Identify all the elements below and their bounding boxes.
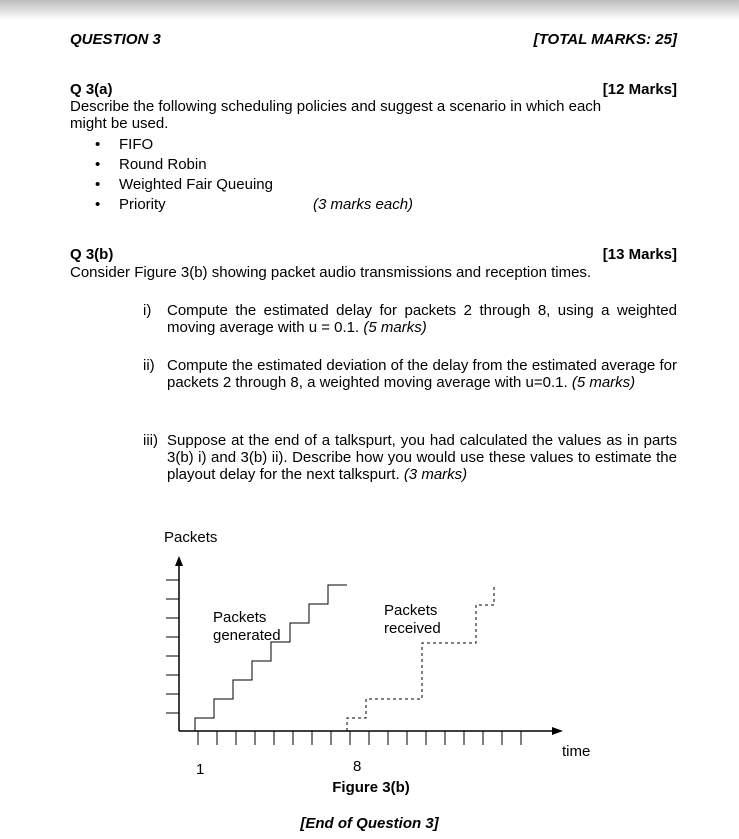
subquestion-i: i) Compute the estimated delay for packets 2 through 8, using a weighted moving average with u = 0.1. (5 marks)	[143, 302, 677, 336]
part-b-marks: [13 Marks]	[602, 246, 677, 263]
generated-label-line2: generated	[213, 627, 281, 644]
figure-caption: Figure 3(b)	[332, 779, 410, 796]
part-a-marks: [12 Marks]	[602, 81, 677, 98]
tick-label-8: 8	[353, 758, 362, 775]
list-item: • Weighted Fair Queuing	[95, 176, 273, 193]
received-label-line2: received	[384, 620, 441, 637]
bullet-icon: •	[95, 136, 101, 153]
y-ticks	[166, 580, 179, 713]
total-marks: [TOTAL MARKS: 25]	[533, 31, 677, 48]
part-b-label: Q 3(b)	[70, 246, 114, 263]
list-item: • Round Robin	[95, 156, 207, 173]
subquestion-ii: ii) Compute the estimated deviation of the delay from the estimated average for packets 2 through 8, a weighted moving average with u=0.1. (5 marks)	[143, 357, 677, 391]
subquestion-iii: iii) Suppose at the end of a talkspurt, you had calculated the values as in parts 3(b) i) and 3(b) ii). Describe how you would use these values to estimate the playout delay for the next talkspurt. (3 marks)	[143, 432, 677, 483]
list-item: • FIFO	[95, 136, 154, 153]
x-axis-label: time	[562, 743, 591, 760]
y-axis-label: Packets	[164, 529, 218, 546]
bullet-icon: •	[95, 156, 101, 173]
bullet-icon: •	[95, 196, 101, 213]
part-a-label: Q 3(a)	[70, 81, 113, 98]
received-label-line1: Packets	[384, 602, 438, 619]
part-a-intro-line2: might be used.	[70, 115, 169, 132]
x-axis-arrow-icon	[552, 727, 563, 735]
bullet-icon: •	[95, 176, 101, 193]
x-ticks	[198, 731, 521, 745]
tick-label-1: 1	[196, 761, 205, 778]
end-of-question: [End of Question 3]	[300, 815, 439, 832]
figure-3b	[0, 520, 739, 810]
marks-each-note: (3 marks each)	[313, 196, 414, 213]
question-title: QUESTION 3	[70, 31, 161, 48]
y-axis-arrow-icon	[175, 556, 183, 566]
part-a-intro-line1: Describe the following scheduling policies and suggest a scenario in which each	[70, 98, 602, 115]
list-item: • Priority	[95, 196, 166, 213]
top-shading	[0, 0, 739, 20]
part-b-intro: Consider Figure 3(b) showing packet audio transmissions and reception times.	[70, 264, 592, 281]
generated-label-line1: Packets	[213, 609, 267, 626]
generated-staircase	[195, 585, 347, 731]
policy-list	[95, 135, 273, 215]
